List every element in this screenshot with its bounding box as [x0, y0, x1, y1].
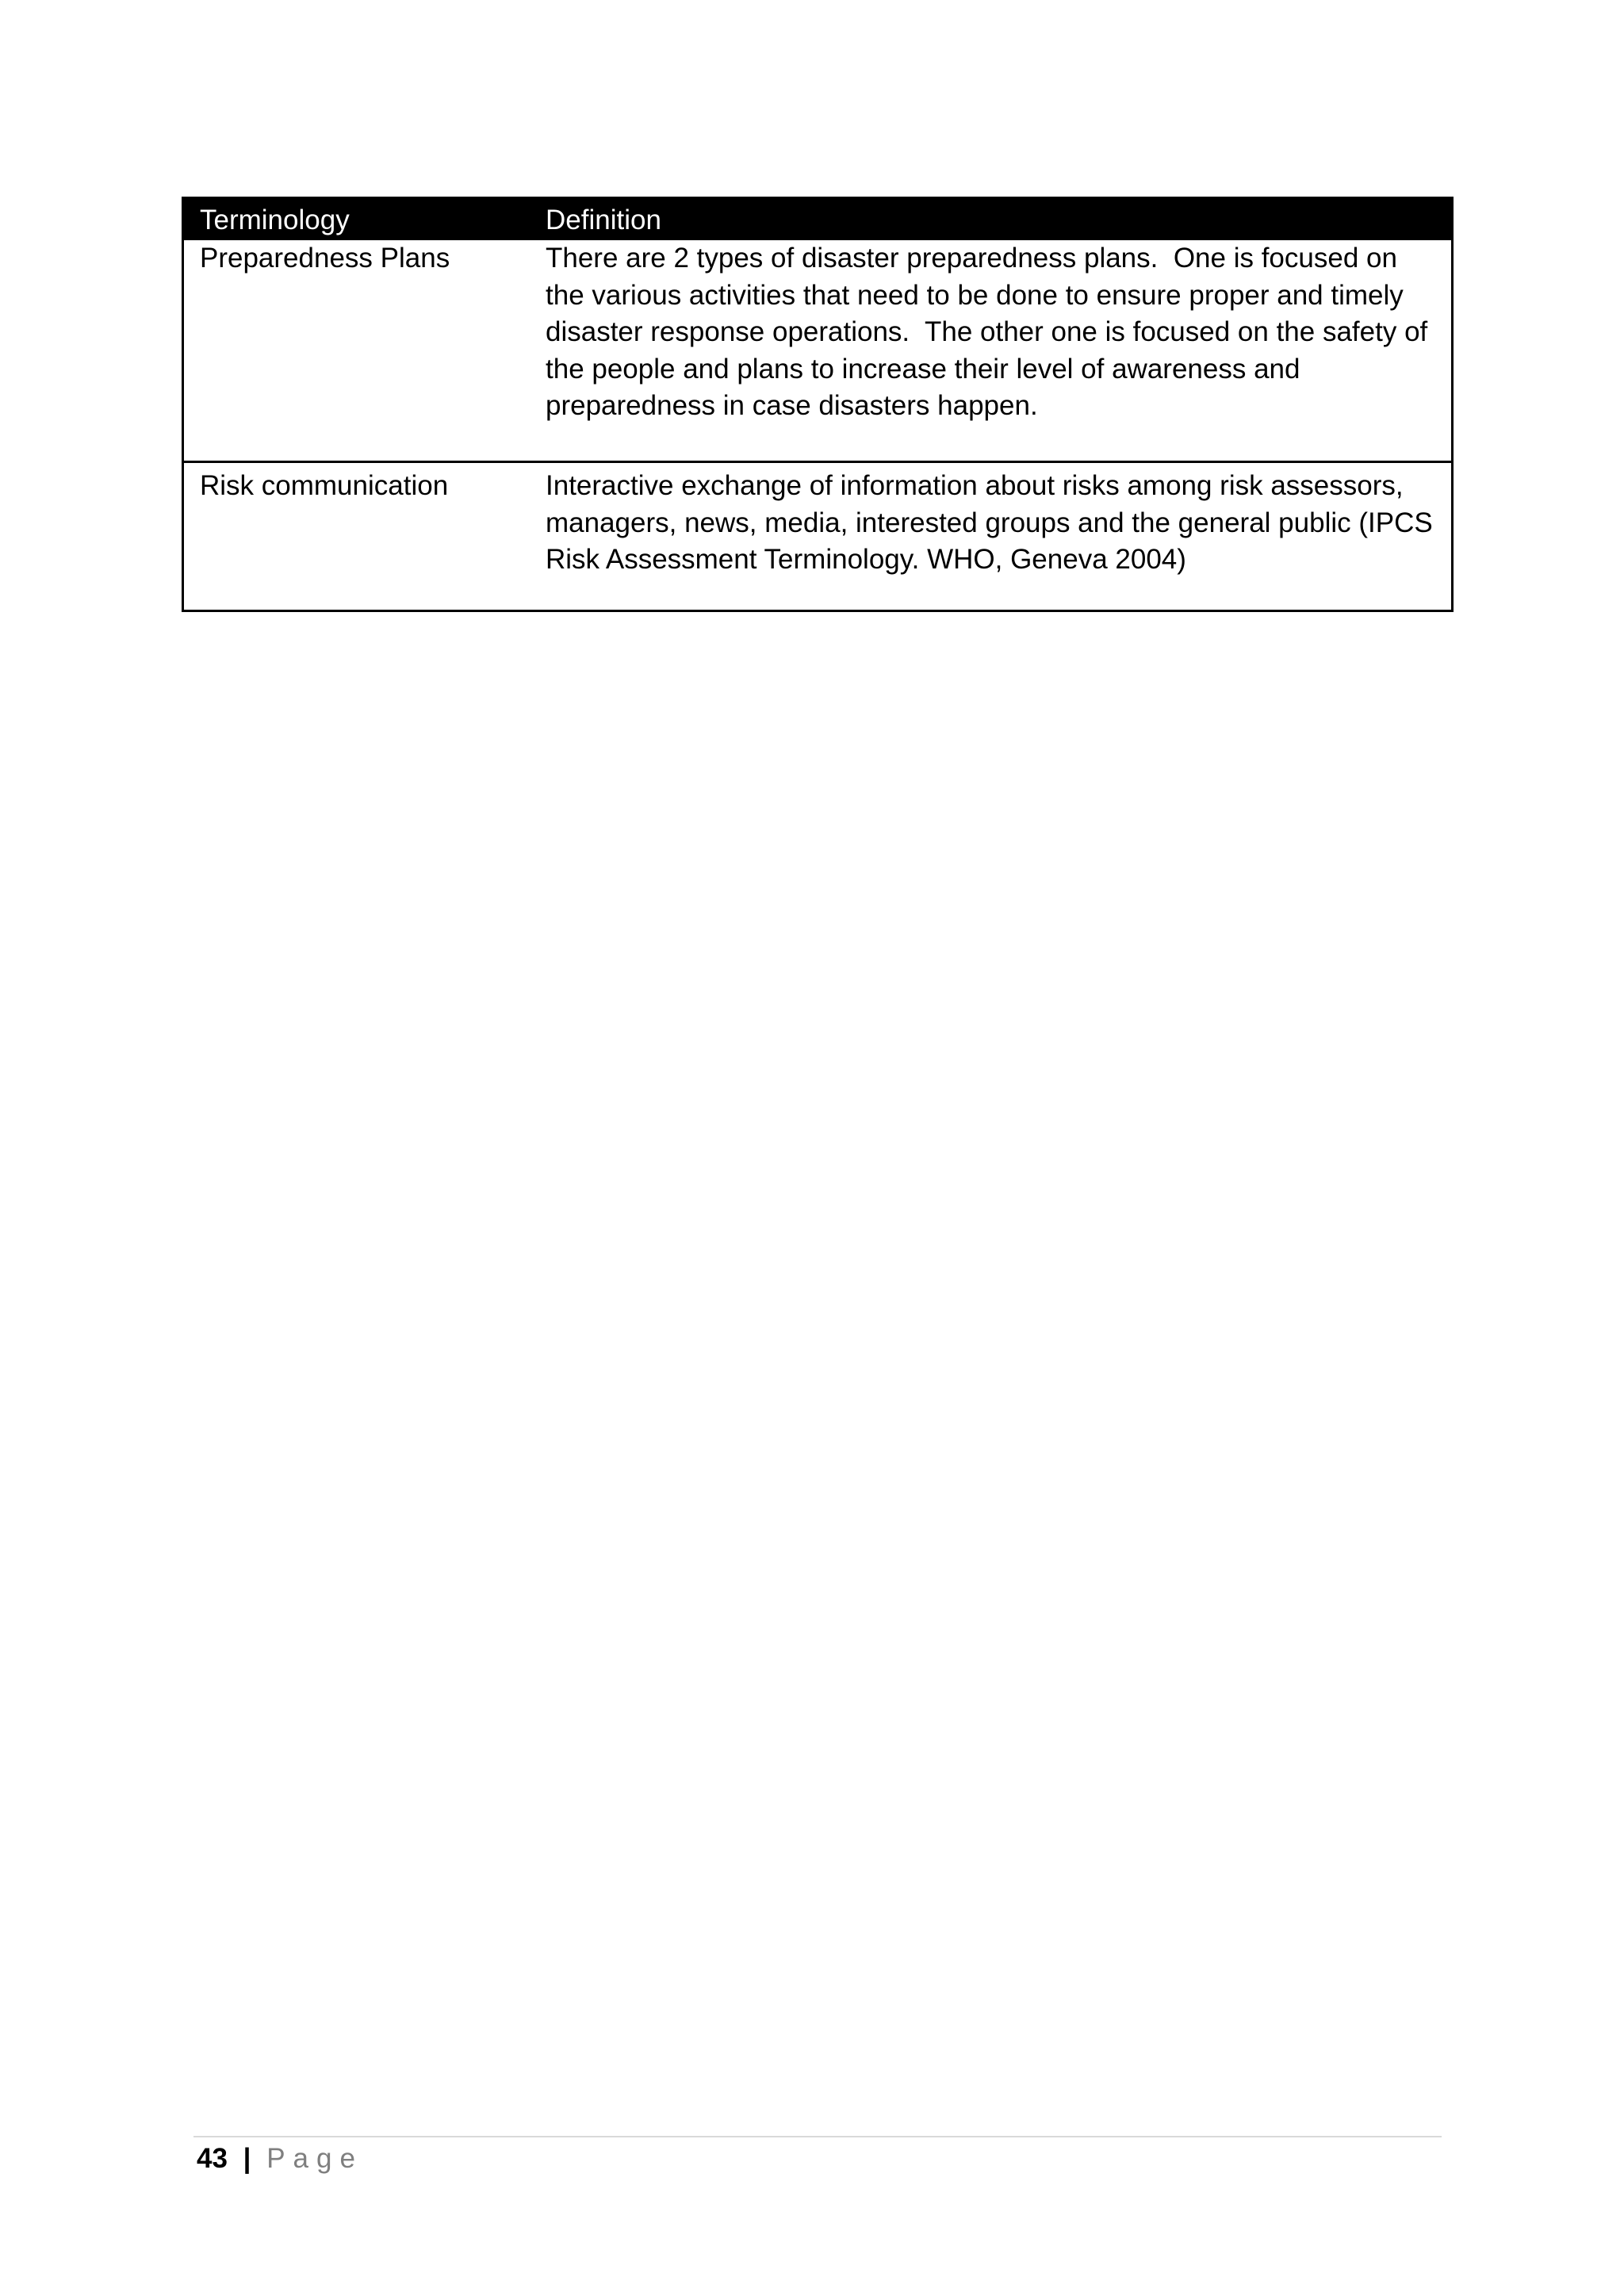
definition-line: managers, news, media, interested groups and the general public (IPCS: [546, 507, 1433, 538]
footer-separator: |: [243, 2143, 251, 2174]
definition-cell: [546, 240, 1451, 425]
table-row: [184, 240, 1451, 461]
definition-line: Interactive exchange of information about risks among risk assessors,: [546, 470, 1404, 501]
header-definition: Definition: [546, 205, 661, 235]
term-cell: Risk communication: [200, 470, 449, 501]
definition-line: preparedness in case disasters happen.: [546, 390, 1038, 421]
page-footer: [197, 2141, 363, 2177]
definition-line: the various activities that need to be done to ensure proper and timely: [546, 279, 1404, 311]
footer-divider: [193, 2136, 1442, 2137]
definition-line: the people and plans to increase their level of awareness and: [546, 353, 1300, 385]
terminology-table: [182, 197, 1454, 612]
header-terminology: Terminology: [200, 205, 350, 235]
table-row: [184, 461, 1451, 610]
definition-cell: [546, 468, 1451, 579]
term-cell: Preparedness Plans: [200, 243, 450, 274]
page-label: Page: [266, 2143, 363, 2174]
definition-line: There are 2 types of disaster preparedness plans. One is focused on: [546, 243, 1397, 274]
page-number: 43: [197, 2143, 228, 2174]
definition-line: disaster response operations. The other one is focused on the safety of: [546, 316, 1428, 347]
definition-line: Risk Assessment Terminology. WHO, Geneva 2004): [546, 544, 1186, 575]
table-header-row: [184, 199, 1451, 240]
